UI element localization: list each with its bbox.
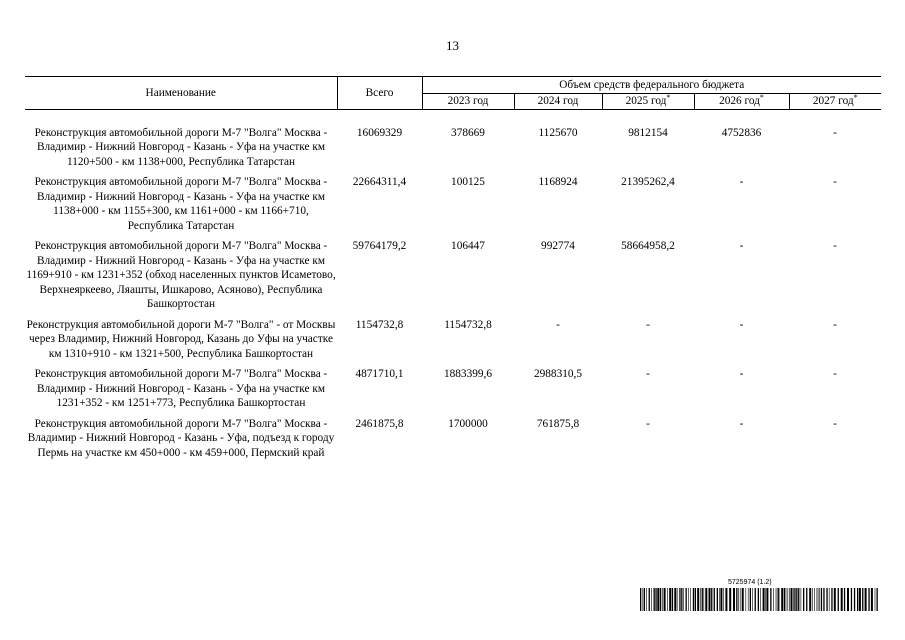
barcode-bar xyxy=(683,588,684,611)
cell-2024: 992774 xyxy=(541,240,575,252)
table-row xyxy=(25,367,881,417)
cell-2027: - xyxy=(833,176,837,188)
barcode-bar xyxy=(776,588,777,611)
barcode-bar xyxy=(803,588,804,611)
barcode-bar xyxy=(654,588,655,611)
cell-2025: 9812154 xyxy=(628,126,668,139)
barcode-bar xyxy=(662,588,663,611)
cell-2024: 761875,8 xyxy=(536,417,580,430)
header-total: Всего xyxy=(337,77,422,110)
cell-total: 16069329 xyxy=(356,126,403,139)
barcode-bar xyxy=(801,588,802,611)
barcode-bar xyxy=(763,588,765,611)
barcode-bar xyxy=(660,588,661,611)
cell-2027: - xyxy=(833,368,837,380)
barcode-bar xyxy=(765,588,766,611)
cell-total: 4871710,1 xyxy=(355,368,404,380)
barcode-bar xyxy=(796,588,797,611)
barcode-bar xyxy=(806,588,807,611)
barcode-bar xyxy=(657,588,659,611)
barcode-bar xyxy=(738,588,739,611)
cell-2026: - xyxy=(739,368,744,380)
barcode-bar xyxy=(777,588,778,611)
barcode-bar xyxy=(865,588,867,611)
barcode-bar xyxy=(814,588,815,611)
cell-2026: - xyxy=(739,176,744,188)
cell-2024: 1125670 xyxy=(538,126,578,139)
barcode-bar xyxy=(755,588,756,611)
barcode xyxy=(640,588,880,611)
barcode-bar xyxy=(786,588,787,611)
barcode-bar xyxy=(640,588,641,611)
barcode-bar xyxy=(789,588,790,611)
table-row xyxy=(25,417,881,467)
barcode-bar xyxy=(778,588,779,611)
barcode-bar xyxy=(686,588,687,611)
barcode-bar xyxy=(672,588,673,611)
header-year-footnote-mark: * xyxy=(759,93,764,102)
table-row xyxy=(25,126,881,176)
cell-2024: 1168924 xyxy=(538,176,578,188)
barcode-bar xyxy=(798,588,799,611)
cell-2025: 21395262,4 xyxy=(621,176,675,188)
barcode-bar xyxy=(748,588,749,611)
header-year-footnote-mark: * xyxy=(666,93,671,102)
barcode-bar xyxy=(831,588,832,611)
barcode-bar xyxy=(823,588,824,611)
barcode-bar xyxy=(793,588,794,611)
barcode-bar xyxy=(679,588,680,611)
barcode-bar xyxy=(667,588,668,611)
cell-2023: 378669 xyxy=(451,126,485,139)
cell-2026: - xyxy=(739,417,744,430)
header-year-label: 2026 год xyxy=(719,95,760,107)
barcode-bar xyxy=(740,588,741,611)
cell-name: Реконструкция автомобильной дороги М-7 "Волга" Москва - Владимир - Нижний Новгород - Казань - Уфа на участке км 1169+910 - км 1231+352 (обход населенных пунктов Исаметово, Верхнеяркеево, Ляашты, Ишкарово, Асяново), Республика Башкортостан xyxy=(26,240,336,310)
barcode-bar xyxy=(719,588,720,611)
barcode-bar xyxy=(877,588,878,611)
barcode-bar xyxy=(794,588,795,611)
barcode-bar xyxy=(766,588,768,611)
cell-name: Реконструкция автомобильной дороги М-7 "Волга" - от Москвы через Владимир, Нижний Новгород, Казань до Уфы на участке км 1310+910 - км 1321+500, Республика Башкортостан xyxy=(26,318,336,360)
barcode-bar xyxy=(829,588,830,611)
barcode-bar xyxy=(736,588,737,611)
page-number: 13 xyxy=(446,38,459,53)
table-row xyxy=(25,318,881,368)
barcode-bar xyxy=(674,588,676,611)
barcode-bar xyxy=(817,588,818,611)
barcode-bar xyxy=(750,588,751,611)
barcode-bar xyxy=(700,588,701,611)
cell-2023: 1700000 xyxy=(448,417,488,430)
barcode-bar xyxy=(711,588,712,611)
barcode-bar xyxy=(791,588,793,611)
barcode-bar xyxy=(784,588,785,611)
barcode-bar xyxy=(851,588,852,611)
header-year xyxy=(514,94,602,110)
budget-table xyxy=(25,76,881,466)
barcode-bar xyxy=(838,588,839,611)
barcode-bar xyxy=(664,588,666,611)
cell-2025: - xyxy=(646,368,650,380)
barcode-bar xyxy=(857,588,858,611)
cell-2026: 4752836 xyxy=(721,126,762,139)
barcode-bar xyxy=(690,588,691,611)
cell-total: 1154732,8 xyxy=(355,318,404,331)
barcode-bar xyxy=(844,588,845,611)
barcode-bar xyxy=(834,588,836,611)
cell-name: Реконструкция автомобильной дороги М-7 "Волга" Москва - Владимир - Нижний Новгород - Казань - Уфа на участке км 1120+500 - км 1138+000, Республика Татарстан xyxy=(34,126,328,168)
barcode-bar xyxy=(725,588,727,611)
cell-2023: 100125 xyxy=(451,176,485,188)
cell-2027: - xyxy=(833,240,837,252)
barcode-bar xyxy=(826,588,827,611)
barcode-bar xyxy=(651,588,652,611)
barcode-bar xyxy=(677,588,678,611)
table-row xyxy=(25,175,881,239)
cell-2024: - xyxy=(556,318,560,331)
barcode-bar xyxy=(752,588,753,611)
barcode-bar xyxy=(709,588,711,611)
barcode-bar xyxy=(746,588,747,611)
header-year xyxy=(422,94,514,110)
barcode-bar xyxy=(770,588,771,611)
cell-2023: 1154732,8 xyxy=(444,318,492,331)
barcode-bar xyxy=(733,588,735,611)
header-year-label: 2025 год xyxy=(625,95,667,107)
cell-2027: - xyxy=(833,318,837,331)
barcode-number: 5725974 (1.2) xyxy=(728,579,772,586)
barcode-bar xyxy=(723,588,724,611)
table-row xyxy=(25,239,881,318)
barcode-bar xyxy=(669,588,671,611)
barcode-bar xyxy=(697,588,699,611)
cell-total: 22664311,4 xyxy=(352,176,407,188)
barcode-bar xyxy=(644,588,645,611)
barcode-bar xyxy=(859,588,861,611)
barcode-bar xyxy=(781,588,783,611)
barcode-bar xyxy=(758,588,759,611)
barcode-bar xyxy=(720,588,722,611)
cell-2027: - xyxy=(833,126,837,139)
header-year-label: 2027 год xyxy=(812,95,854,107)
cell-2025: 58664958,2 xyxy=(621,240,675,252)
cell-2026: - xyxy=(739,240,744,252)
barcode-bar xyxy=(643,588,644,611)
cell-2024: 2988310,5 xyxy=(533,368,582,380)
barcode-bar xyxy=(681,588,682,611)
cell-2023: 1883399,6 xyxy=(443,368,492,380)
barcode-bar xyxy=(809,588,811,611)
cell-2023: 106447 xyxy=(451,240,485,252)
header-year xyxy=(602,94,694,110)
barcode-bar xyxy=(655,588,656,611)
barcode-bar xyxy=(742,588,744,611)
barcode-bar xyxy=(704,588,705,611)
barcode-bar xyxy=(705,588,707,611)
cell-2025: - xyxy=(646,417,650,430)
barcode-bar xyxy=(717,588,718,611)
barcode-bar xyxy=(788,588,789,611)
cell-2025: - xyxy=(646,318,650,331)
cell-2026: - xyxy=(739,318,744,331)
cell-name: Реконструкция автомобильной дороги М-7 "Волга" Москва - Владимир - Нижний Новгород - Казань - Уфа на участке км 1138+000 - км 1155+300, км 1161+000 - км 1166+710, Республика Татарстан xyxy=(34,176,328,232)
header-year xyxy=(694,94,789,110)
cell-total: 2461875,8 xyxy=(355,417,404,430)
barcode-bar xyxy=(821,588,822,611)
barcode-bar xyxy=(729,588,731,611)
barcode-bar xyxy=(714,588,715,611)
barcode-bar xyxy=(693,588,694,611)
header-year-label: 2024 год xyxy=(537,95,579,107)
barcode-bar xyxy=(854,588,855,611)
barcode-bar xyxy=(695,588,696,611)
header-year-label: 2023 год xyxy=(447,95,489,107)
barcode-bar xyxy=(760,588,761,611)
barcode-bar xyxy=(871,588,873,611)
cell-total: 59764179,2 xyxy=(352,240,407,252)
barcode-bar xyxy=(773,588,774,611)
header-year-footnote-mark: * xyxy=(853,93,858,102)
barcode-bar xyxy=(875,588,876,611)
barcode-bar xyxy=(688,588,689,611)
barcode-bar xyxy=(862,588,863,611)
barcode-bar xyxy=(818,588,819,611)
barcode-bar xyxy=(841,588,843,611)
barcode-bar xyxy=(649,588,650,611)
cell-name: Реконструкция автомобильной дороги М-7 "Волга" Москва - Владимир - Нижний Новгород - Казань - Уфа, подъезд к городу Пермь на участке км 450+000 - км 459+000, Пермский край xyxy=(27,417,335,459)
header-name: Наименование xyxy=(25,77,337,110)
barcode-bar xyxy=(847,588,849,611)
barcode-bar xyxy=(868,588,869,611)
header-federal-budget: Объем средств федерального бюджета xyxy=(422,77,881,94)
cell-2027: - xyxy=(833,417,837,430)
barcode-bar xyxy=(819,588,820,611)
cell-name: Реконструкция автомобильной дороги М-7 "Волга" Москва - Владимир - Нижний Новгород - Казань - Уфа на участке км 1231+352 - км 1251+773, Республика Башкортостан xyxy=(34,368,328,409)
header-year xyxy=(789,94,881,110)
barcode-bar xyxy=(812,588,813,611)
barcode-bar xyxy=(702,588,703,611)
barcode-bar xyxy=(646,588,647,611)
